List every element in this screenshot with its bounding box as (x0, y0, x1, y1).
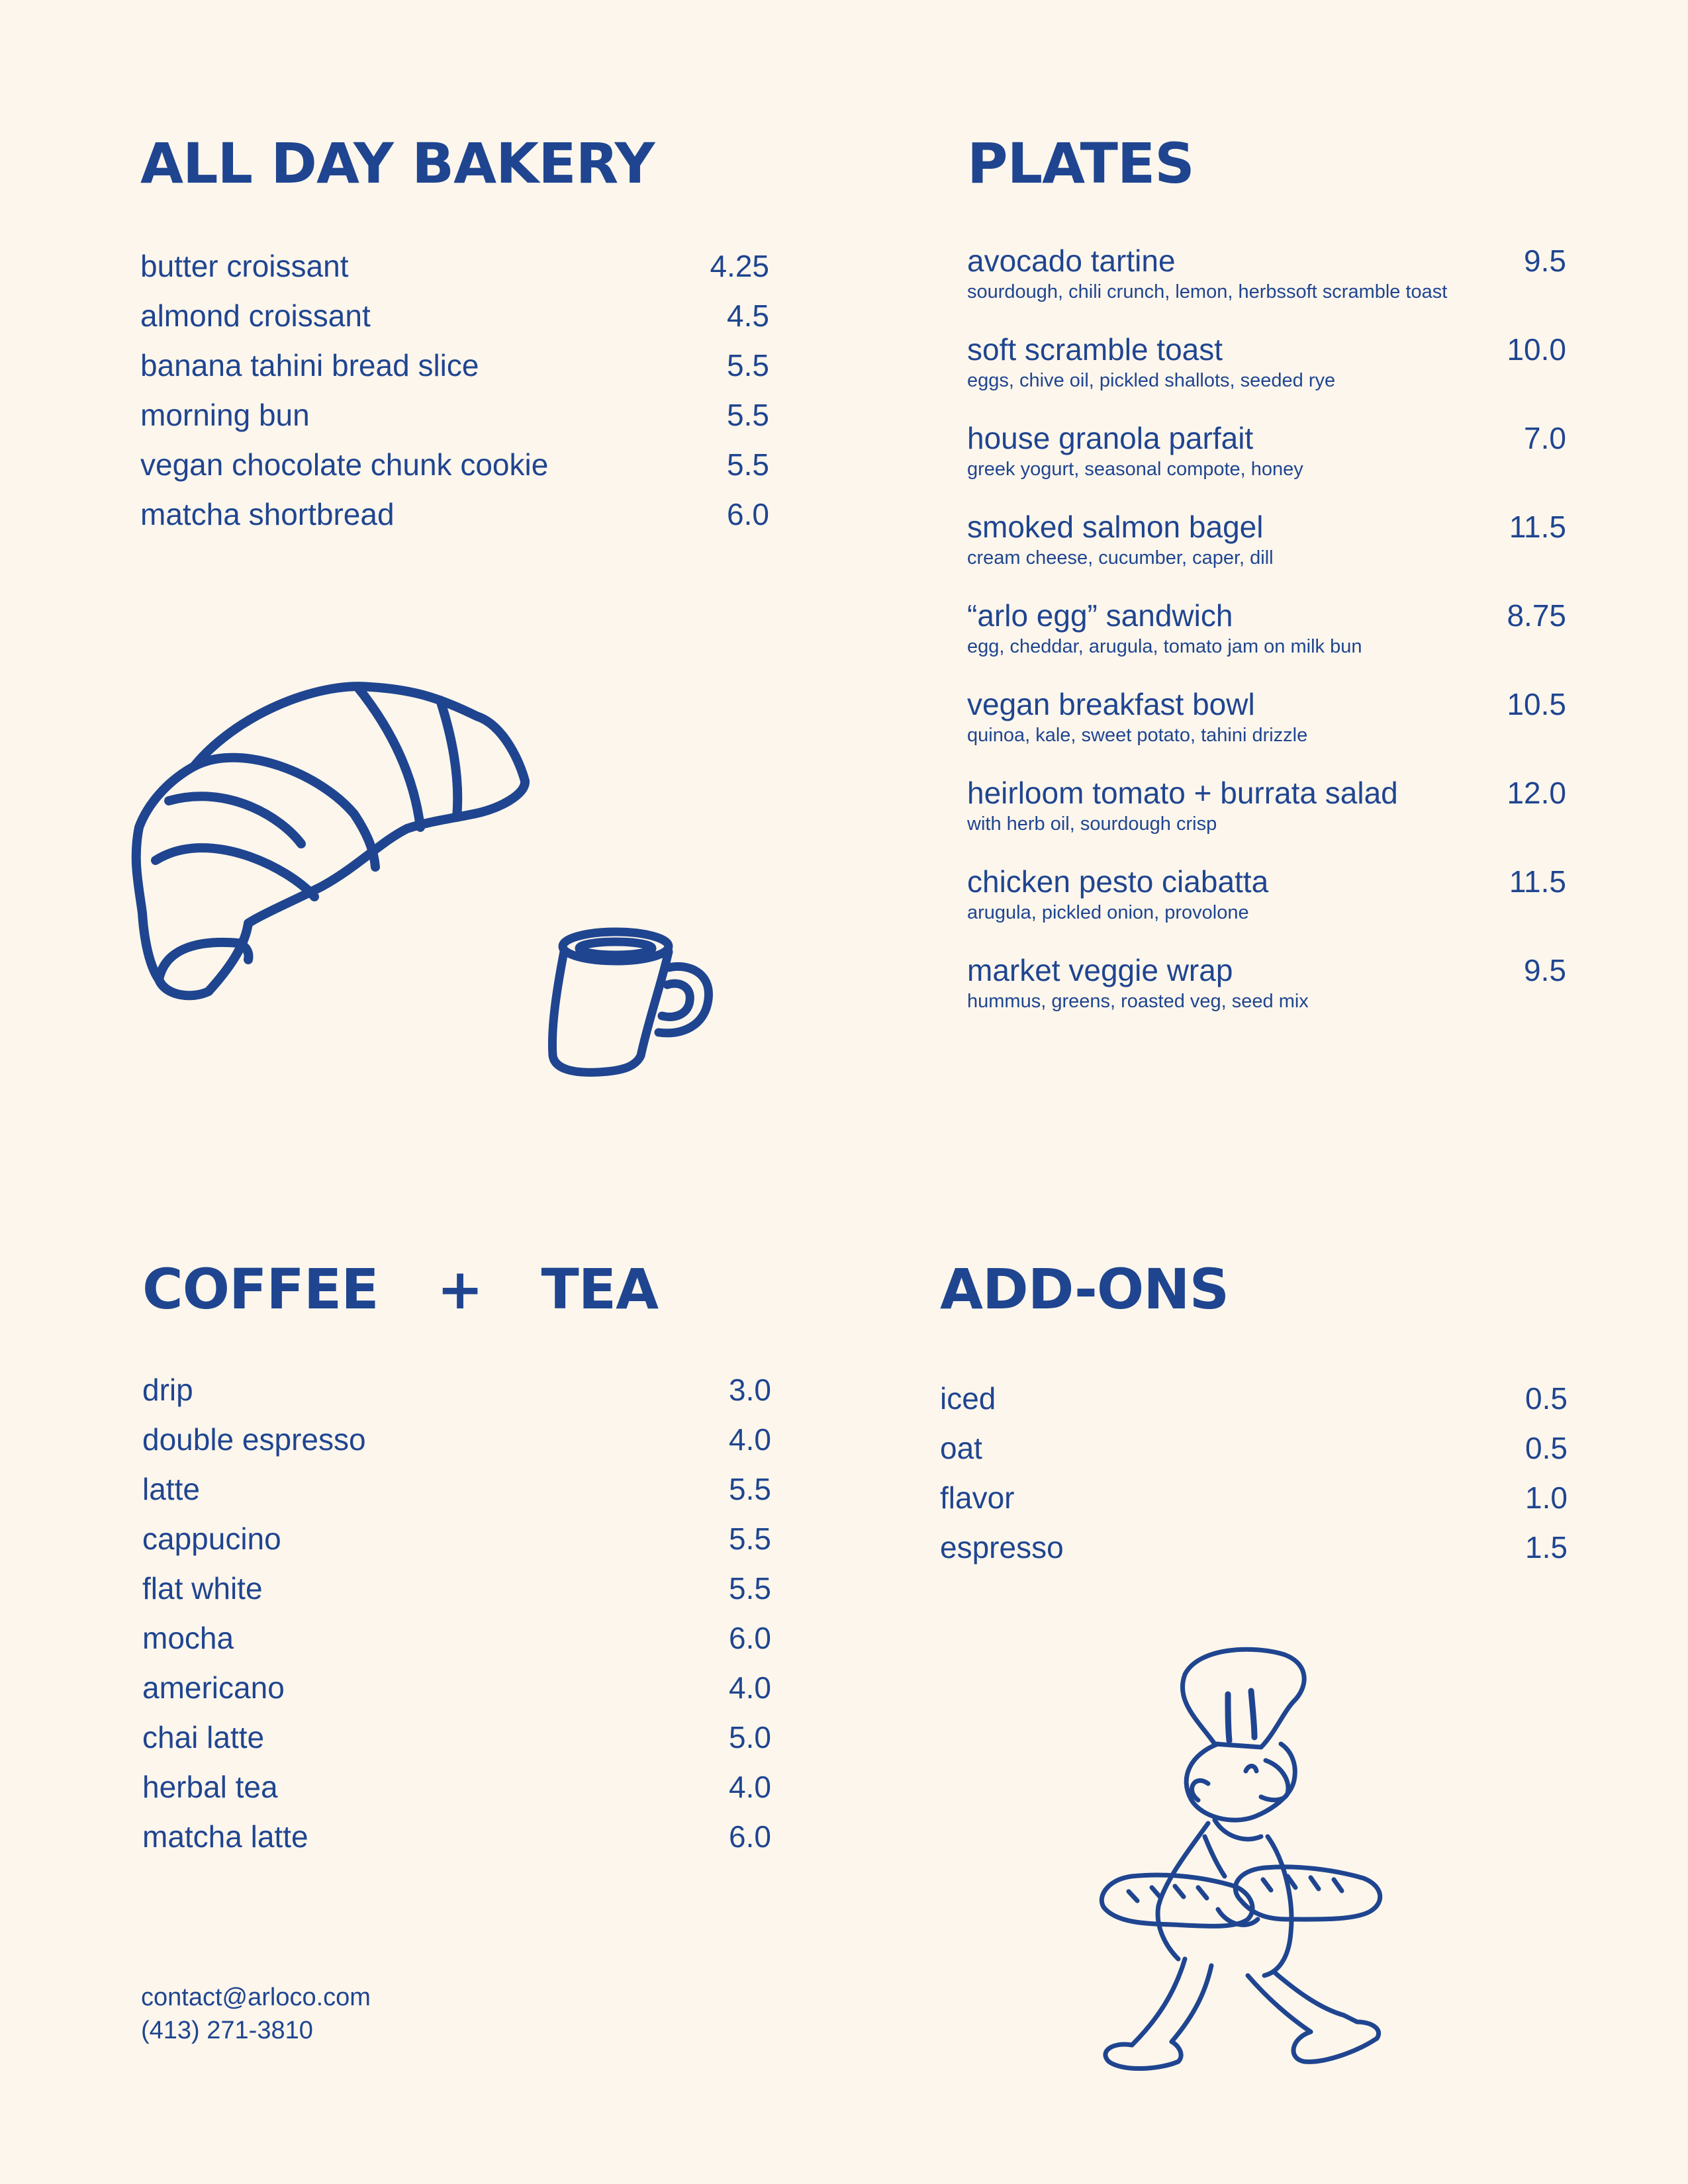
plates-section (967, 131, 1566, 1012)
item-description: cream cheese, cucumber, caper, dill (967, 547, 1274, 569)
addons-section (940, 1257, 1568, 1565)
contact-phone[interactable]: (413) 271-3810 (141, 2017, 313, 2044)
item-name: matcha latte (142, 1819, 308, 1854)
coffee-heading (142, 1257, 771, 1322)
bakery-section (140, 131, 769, 531)
coffee-list (142, 1365, 771, 1862)
plate-item (967, 508, 1566, 596)
item-name: double espresso (142, 1422, 366, 1457)
menu-item (140, 490, 769, 539)
plate-item (967, 951, 1566, 1040)
coffee-heading-left: COFFEE (142, 1257, 379, 1322)
contact-block (141, 1981, 371, 2047)
menu-item (142, 1812, 771, 1862)
menu-item (140, 291, 769, 341)
menu-item (142, 1762, 771, 1812)
item-name: drip (142, 1373, 193, 1407)
item-price: 4.25 (710, 249, 769, 283)
item-name: mocha (142, 1621, 234, 1655)
item-description: egg, cheddar, arugula, tomato jam on milk bun (967, 636, 1362, 657)
item-name: chai latte (142, 1720, 265, 1754)
item-price: 4.5 (727, 298, 769, 333)
item-price: 8.75 (1507, 598, 1566, 633)
contact-email[interactable]: contact@arloco.com (141, 1983, 371, 2011)
menu-item (142, 1365, 771, 1415)
menu-item (142, 1614, 771, 1663)
item-price: 5.5 (727, 348, 769, 383)
item-price: 4.0 (729, 1770, 771, 1804)
item-name: morning bun (140, 398, 310, 432)
menu-item (142, 1514, 771, 1564)
menu-item (140, 440, 769, 490)
item-name: “arlo egg” sandwich (967, 598, 1233, 633)
item-price: 9.5 (1524, 953, 1566, 987)
item-price: 0.5 (1525, 1381, 1568, 1416)
coffee-heading-plus: + (436, 1257, 483, 1322)
item-description: eggs, chive oil, pickled shallots, seeded rye (967, 370, 1336, 391)
menu-item (142, 1713, 771, 1762)
menu-item (140, 341, 769, 390)
item-name: iced (940, 1381, 996, 1416)
item-description: arugula, pickled onion, provolone (967, 902, 1249, 923)
croissant-icon (129, 668, 539, 1013)
item-name: avocado tartine (967, 244, 1176, 278)
item-price: 5.5 (729, 1522, 771, 1556)
menu-item (940, 1374, 1568, 1424)
item-description: greek yogurt, seasonal compote, honey (967, 459, 1303, 480)
item-price: 5.5 (727, 447, 769, 482)
item-name: americano (142, 1670, 285, 1705)
item-name: herbal tea (142, 1770, 278, 1804)
plates-list (967, 242, 1566, 1040)
plate-item (967, 774, 1566, 862)
item-price: 11.5 (1509, 864, 1566, 899)
item-price: 10.5 (1507, 687, 1566, 721)
bakery-heading: ALL DAY BAKERY (140, 131, 655, 196)
item-name: flavor (940, 1480, 1015, 1515)
plate-item (967, 242, 1566, 330)
item-price: 4.0 (729, 1422, 771, 1457)
item-name: matcha shortbread (140, 497, 395, 531)
item-name: espresso (940, 1530, 1064, 1565)
item-price: 10.0 (1507, 332, 1566, 367)
item-description: with herb oil, sourdough crisp (967, 813, 1217, 835)
menu-item (140, 242, 769, 291)
item-price: 0.5 (1525, 1431, 1568, 1465)
menu-item (940, 1523, 1568, 1572)
bakery-list (140, 242, 769, 539)
item-name: latte (142, 1472, 200, 1506)
item-price: 3.0 (729, 1373, 771, 1407)
item-price: 6.0 (727, 497, 769, 531)
item-name: soft scramble toast (967, 332, 1223, 367)
item-price: 1.0 (1525, 1480, 1568, 1515)
coffee-heading-right: TEA (541, 1257, 659, 1322)
menu-item (140, 390, 769, 440)
item-price: 7.0 (1524, 421, 1566, 455)
item-name: oat (940, 1431, 982, 1465)
item-description: hummus, greens, roasted veg, seed mix (967, 991, 1309, 1012)
menu-item (940, 1473, 1568, 1523)
addons-list (940, 1374, 1568, 1572)
item-price: 12.0 (1507, 776, 1566, 810)
item-description: quinoa, kale, sweet potato, tahini drizzle (967, 725, 1308, 746)
item-price: 6.0 (729, 1819, 771, 1854)
menu-item (142, 1415, 771, 1465)
plate-item (967, 419, 1566, 508)
plate-item (967, 685, 1566, 774)
item-name: flat white (142, 1571, 263, 1606)
item-price: 5.5 (729, 1472, 771, 1506)
item-description: sourdough, chili crunch, lemon, herbssoft scramble toast (967, 281, 1448, 302)
addons-heading: ADD-ONS (940, 1257, 1229, 1322)
item-price: 9.5 (1524, 244, 1566, 278)
item-name: almond croissant (140, 298, 371, 333)
coffee-section (142, 1257, 771, 1854)
item-name: cappucino (142, 1522, 281, 1556)
item-price: 4.0 (729, 1670, 771, 1705)
item-name: heirloom tomato + burrata salad (967, 776, 1398, 810)
item-name: banana tahini bread slice (140, 348, 479, 383)
plate-item (967, 596, 1566, 685)
item-name: vegan chocolate chunk cookie (140, 447, 549, 482)
baker-with-bread-icon (1092, 1648, 1397, 2071)
plate-item (967, 330, 1566, 419)
item-price: 1.5 (1525, 1530, 1568, 1565)
plate-item (967, 862, 1566, 951)
menu-item (142, 1663, 771, 1713)
menu-item (142, 1564, 771, 1614)
item-price: 5.5 (729, 1571, 771, 1606)
item-name: butter croissant (140, 249, 349, 283)
menu-item (142, 1465, 771, 1514)
item-price: 5.0 (729, 1720, 771, 1754)
item-name: vegan breakfast bowl (967, 687, 1255, 721)
item-price: 6.0 (729, 1621, 771, 1655)
item-price: 5.5 (727, 398, 769, 432)
item-name: smoked salmon bagel (967, 510, 1264, 544)
item-name: market veggie wrap (967, 953, 1233, 987)
item-price: 11.5 (1509, 510, 1566, 544)
item-name: house granola parfait (967, 421, 1254, 455)
coffee-mug-icon (543, 927, 715, 1085)
plates-heading: PLATES (967, 131, 1194, 196)
item-name: chicken pesto ciabatta (967, 864, 1269, 899)
menu-item (940, 1424, 1568, 1473)
